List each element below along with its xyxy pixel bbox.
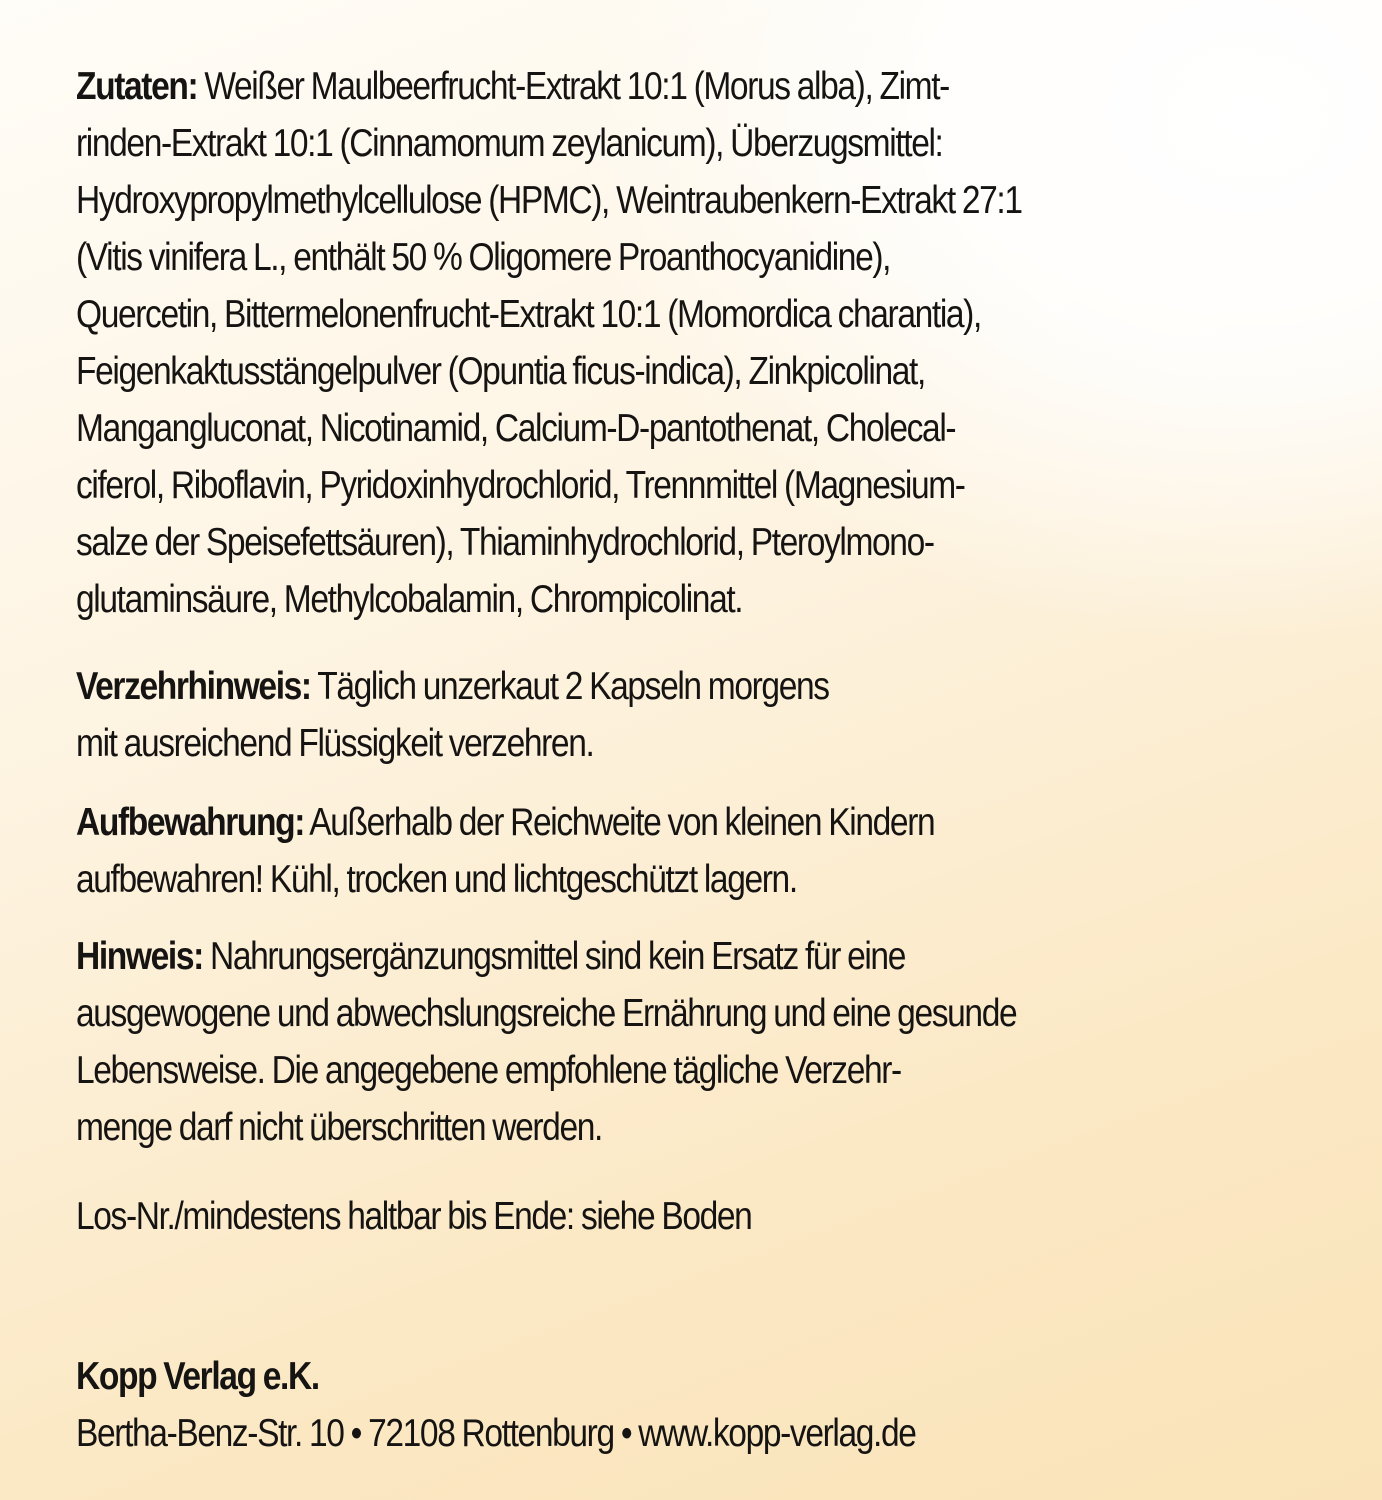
usage-line: mit ausreichend Flüssigkeit verzehren.: [76, 722, 594, 765]
notice-line: Hinweis: Nahrungsergänzungsmittel sind kein Ersatz für eine: [76, 935, 905, 978]
ingredients-line: Hydroxypropylmethylcellulose (HPMC), Weintraubenkern-Extrakt 27:1: [76, 179, 1022, 222]
ingredients-line: ciferol, Riboflavin, Pyridoxinhydrochlorid, Trennmittel (Magnesium-: [76, 464, 965, 507]
usage-heading: Verzehrhinweis:: [76, 665, 311, 708]
notice-heading: Hinweis:: [76, 935, 203, 978]
ingredients-heading: Zutaten:: [76, 65, 198, 108]
ingredients-line: glutaminsäure, Methylcobalamin, Chrompicolinat.: [76, 578, 743, 621]
usage-section: [76, 658, 1336, 772]
publisher-address: Bertha-Benz-Str. 10 • 72108 Rottenburg • www.kopp-verlag.de: [76, 1412, 916, 1455]
notice-section: [76, 928, 1336, 1156]
ingredients-line: rinden-Extrakt 10:1 (Cinnamomum zeylanicum), Überzugsmittel:: [76, 122, 943, 165]
batch-text: Los-Nr./mindestens haltbar bis Ende: siehe Boden: [76, 1195, 752, 1238]
ingredients-line: Mangangluconat, Nicotinamid, Calcium-D-pantothenat, Cholecal-: [76, 407, 956, 450]
ingredients-line: Zutaten: Weißer Maulbeerfrucht-Extrakt 10:1 (Morus alba), Zimt-: [76, 65, 949, 108]
batch-info: [76, 1188, 1336, 1245]
publisher-block: [76, 1348, 1336, 1462]
ingredients-line: (Vitis vinifera L., enthält 50 % Oligomere Proanthocyanidine),: [76, 236, 891, 279]
ingredients-section: [76, 58, 1336, 628]
storage-line: Aufbewahrung: Außerhalb der Reichweite von kleinen Kindern: [76, 801, 935, 844]
notice-line: Lebensweise. Die angegebene empfohlene tägliche Verzehr-: [76, 1049, 901, 1092]
usage-line: Verzehrhinweis: Täglich unzerkaut 2 Kapseln morgens: [76, 665, 829, 708]
storage-section: [76, 794, 1336, 908]
notice-line: ausgewogene und abwechslungsreiche Ernährung und eine gesunde: [76, 992, 1017, 1035]
storage-line: aufbewahren! Kühl, trocken und lichtgeschützt lagern.: [76, 858, 797, 901]
ingredients-line: Quercetin, Bittermelonenfrucht-Extrakt 10:1 (Momordica charantia),: [76, 293, 981, 336]
ingredients-line: salze der Speisefettsäuren), Thiaminhydrochlorid, Pteroylmono-: [76, 521, 934, 564]
notice-line: menge darf nicht überschritten werden.: [76, 1106, 602, 1149]
publisher-name: Kopp Verlag e.K.: [76, 1355, 319, 1398]
storage-heading: Aufbewahrung:: [76, 801, 305, 844]
ingredients-line: Feigenkaktusstängelpulver (Opuntia ficus-indica), Zinkpicolinat,: [76, 350, 925, 393]
